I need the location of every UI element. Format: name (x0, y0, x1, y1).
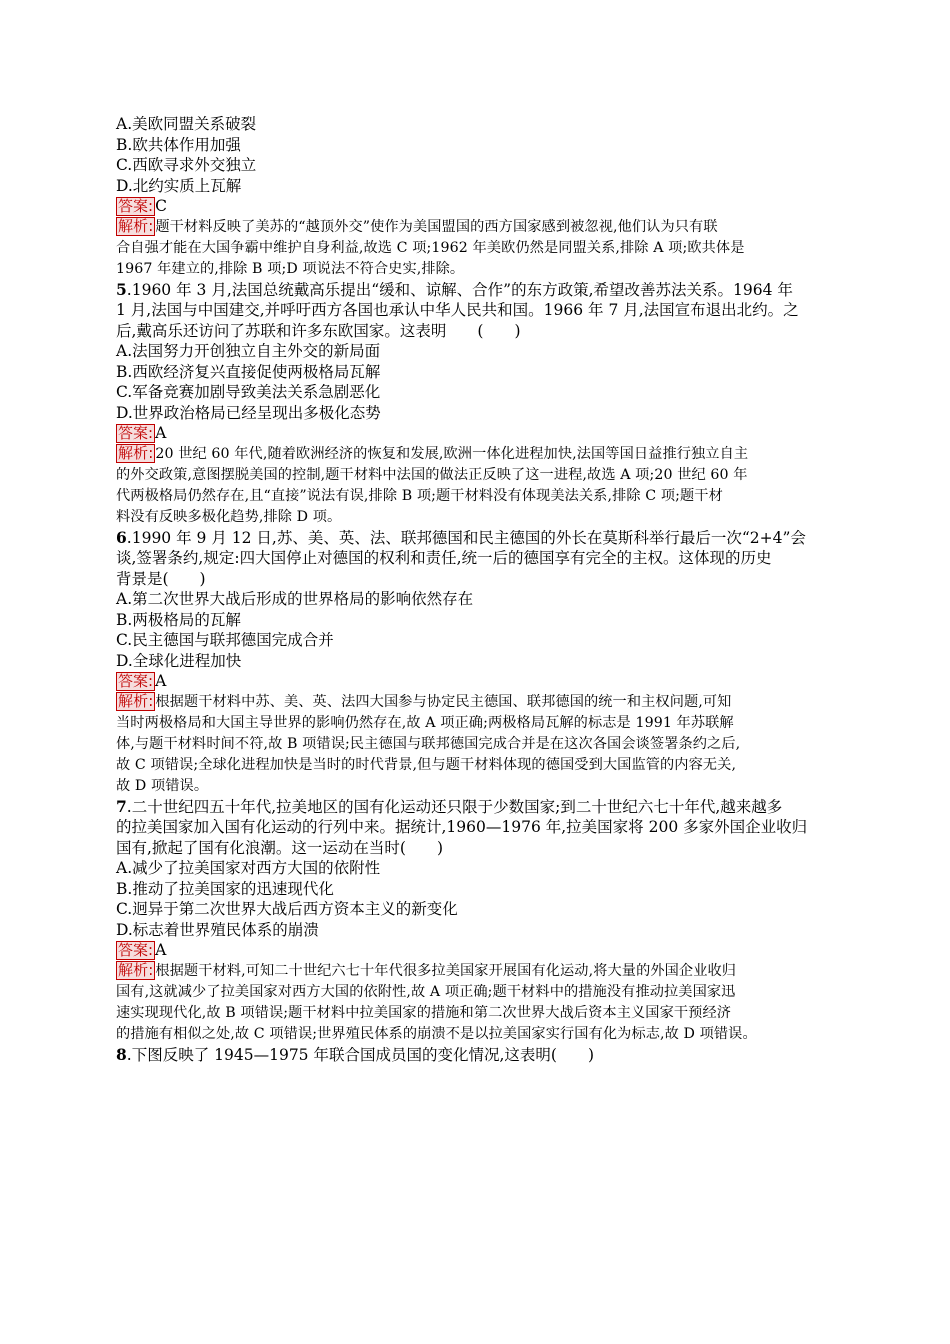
option-b: B.推动了拉美国家的迅速现代化 (116, 879, 334, 898)
analysis-line: 合自强才能在大国争霸中维护自身利益,故选 C 项;1962 年美欧仍然是同盟关系,排除 A 项;欧共体是 (116, 239, 745, 256)
option-c: C.军备竞赛加剧导致美法关系急剧恶化 (116, 383, 381, 401)
option-b: B.两极格局的瓦解 (116, 610, 241, 629)
question-number: 8 (116, 1044, 127, 1064)
analysis-line: 故 C 项错误;全球化进程加快是当时的时代背景,但与题干材料体现的德国受到大国监管的内容无关, (116, 756, 737, 773)
analysis-line: 速实现现代化,故 B 项错误;题干材料中拉美国家的措施和第二次世界大战后资本主义国家干预经济 (116, 1004, 732, 1021)
answer-value: C (155, 197, 167, 215)
question-stem: 5.1960 年 3 月,法国总统戴高乐提出“缓和、谅解、合作”的东方政策,希望改善苏法关系。1964 年 (116, 279, 793, 299)
option-b: B.西欧经济复兴直接促使两极格局瓦解 (116, 362, 381, 381)
analysis-line: 解析: 题干材料反映了美苏的“越顶外交”使作为美国盟国的西方国家感到被忽视,他们认为只有联 (118, 216, 718, 235)
question-4 (116, 114, 836, 280)
answer-value: A (155, 672, 167, 690)
analysis-tag: 解析: (118, 960, 154, 979)
analysis-line: 1967 年建立的,排除 B 项;D 项说法不符合史实,排除。 (116, 260, 465, 277)
question-7 (116, 797, 836, 1045)
question-5 (116, 280, 836, 528)
analysis-tag: 解析: (118, 691, 154, 710)
option-b: B.欧共体作用加强 (116, 135, 241, 154)
answer-tag: 答案: (118, 424, 154, 442)
question-6 (116, 528, 836, 797)
question-stem: 7.二十世纪四五十年代,拉美地区的国有化运动还只限于少数国家;到二十世纪六七十年代,越来越多 (116, 796, 783, 816)
answer-tag: 答案: (118, 941, 154, 959)
option-d: D.全球化进程加快 (116, 651, 242, 670)
answer-tag: 答案: (118, 197, 154, 215)
answer-line (116, 423, 836, 444)
option-d: D.世界政治格局已经呈现出多极化态势 (116, 403, 381, 422)
analysis-line: 的外交政策,意图摆脱美国的控制,题干材料中法国的做法正反映了这一进程,故选 A 项;20 世纪 60 年 (116, 466, 748, 483)
answer-line (116, 196, 836, 217)
option-c: C.西欧寻求外交独立 (116, 156, 257, 174)
question-number: 6 (116, 527, 127, 547)
option-a: A.法国努力开创独立自主外交的新局面 (116, 342, 381, 360)
answer-line (116, 940, 836, 961)
analysis-line: 的措施有相似之处,故 C 项错误;世界殖民体系的崩溃不是以拉美国家实行国有化为标志,故 D 项错误。 (116, 1025, 757, 1042)
question-stem: 背景是( ) (116, 569, 206, 588)
option-a: A.减少了拉美国家对西方大国的依附性 (116, 859, 381, 877)
analysis-tag: 解析: (118, 216, 154, 235)
answer-value: A (155, 941, 167, 959)
document-page (116, 114, 836, 1065)
question-stem: 1 月,法国与中国建交,并呼吁西方各国也承认中华人民共和国。1966 年 7 月,法国宣布退出北约。之 (116, 301, 799, 319)
analysis-line: 国有,这就减少了拉美国家对西方大国的依附性,故 A 项正确;题干材料中的措施没有推动拉美国家迅 (116, 983, 736, 1000)
analysis-line: 故 D 项错误。 (116, 777, 209, 794)
option-a: A.第二次世界大战后形成的世界格局的影响依然存在 (116, 590, 474, 608)
question-stem: 后,戴高乐还访问了苏联和许多东欧国家。这表明 ( ) (116, 321, 521, 340)
question-number: 5 (116, 279, 127, 299)
question-stem: 8.下图反映了 1945—1975 年联合国成员国的变化情况,这表明( ) (116, 1044, 594, 1064)
question-8 (116, 1045, 836, 1066)
analysis-line: 料没有反映多极化趋势,排除 D 项。 (116, 508, 342, 525)
option-d: D.标志着世界殖民体系的崩溃 (116, 920, 319, 939)
analysis-line: 体,与题干材料时间不符,故 B 项错误;民主德国与联邦德国完成合并是在这次各国会谈签署条约之后, (116, 735, 741, 752)
question-number: 7 (116, 796, 127, 816)
answer-value: A (155, 424, 167, 442)
analysis-line: 解析: 根据题干材料,可知二十世纪六七十年代很多拉美国家开展国有化运动,将大量的外国企业收归 (118, 960, 737, 979)
analysis-tag: 解析: (118, 443, 154, 462)
answer-tag: 答案: (118, 672, 154, 690)
analysis-line: 解析: 根据题干材料中苏、美、英、法四大国参与协定民主德国、联邦德国的统一和主权问题,可知 (118, 691, 732, 710)
option-c: C.民主德国与联邦德国完成合并 (116, 631, 334, 649)
answer-line (116, 671, 836, 692)
option-c: C.迥异于第二次世界大战后西方资本主义的新变化 (116, 900, 458, 918)
analysis-line: 当时两极格局和大国主导世界的影响仍然存在,故 A 项正确;两极格局瓦解的标志是 1991 年苏联解 (116, 714, 734, 731)
question-stem: 谈,签署条约,规定:四大国停止对德国的权利和责任,统一后的德国享有完全的主权。这体现的历史 (116, 549, 772, 567)
option-d: D.北约实质上瓦解 (116, 176, 242, 195)
question-stem: 国有,掀起了国有化浪潮。这一运动在当时( ) (116, 838, 444, 857)
analysis-line: 解析: 20 世纪 60 年代,随着欧洲经济的恢复和发展,欧洲一体化进程加快,法国等国日益推行独立自主 (118, 443, 749, 462)
analysis-line: 代两极格局仍然存在,且“直接”说法有误,排除 B 项;题干材料没有体现美法关系,排除 C 项;题干材 (116, 487, 723, 504)
question-stem: 6.1990 年 9 月 12 日,苏、美、英、法、联邦德国和民主德国的外长在莫斯科举行最后一次“2+4”会 (116, 527, 806, 547)
question-stem: 的拉美国家加入国有化运动的行列中来。据统计,1960—1976 年,拉美国家将 200 多家外国企业收归 (116, 818, 808, 836)
option-a: A.美欧同盟关系破裂 (116, 115, 257, 133)
